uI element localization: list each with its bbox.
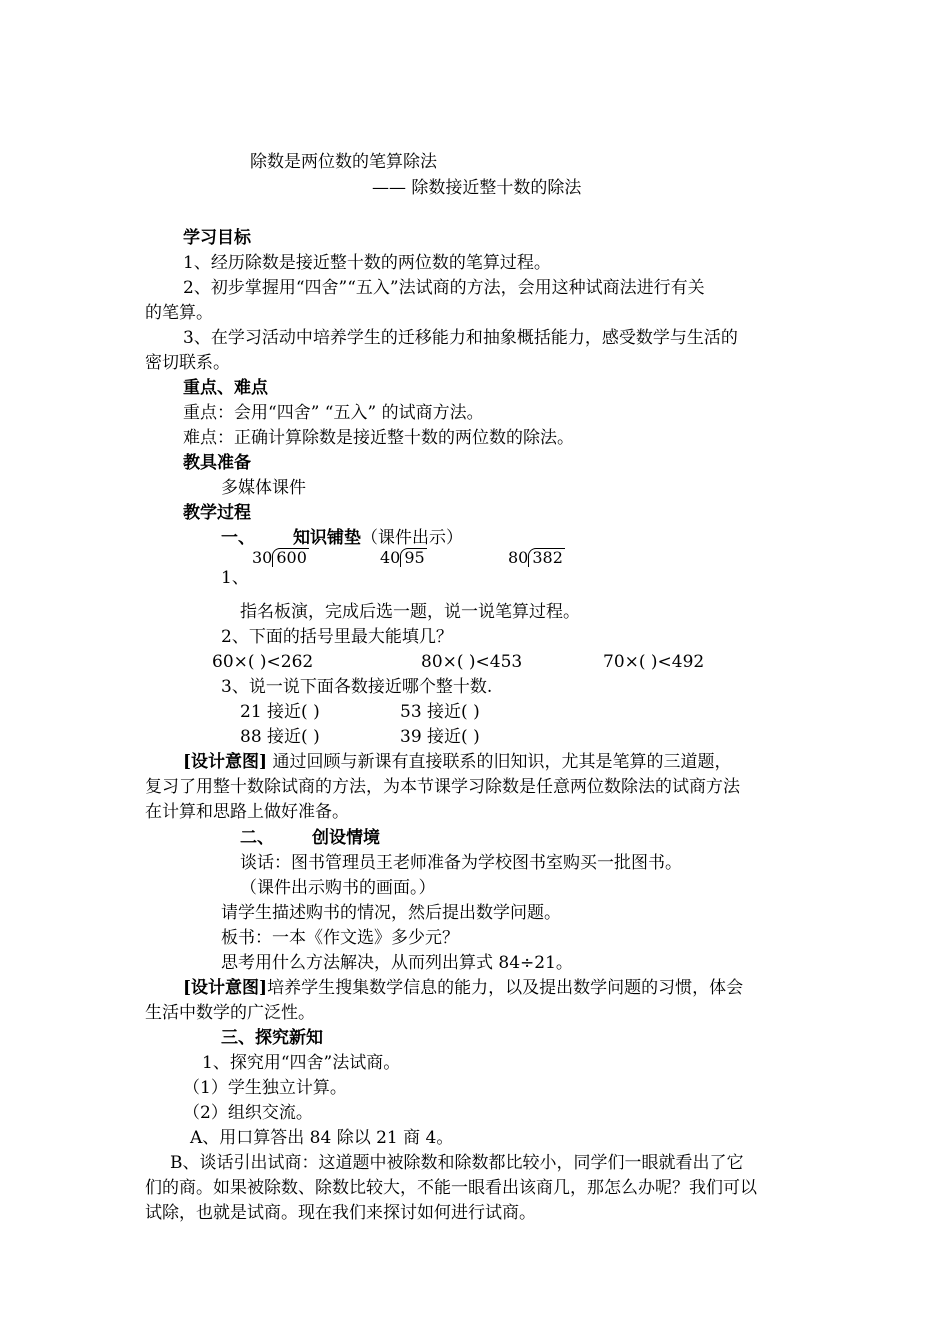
section3-heading: 三、探究新知 [221, 1028, 323, 1048]
section2-line: 请学生描述购书的情况，然后提出数学问题。 [221, 903, 561, 923]
section1-heading [221, 526, 463, 550]
q3-text: 3、说一说下面各数接近哪个整十数. [221, 677, 493, 697]
section3-line: 1、探究用“四舍”法试商。 [202, 1053, 401, 1073]
design-intent-text: 在计算和思路上做好准备。 [145, 802, 349, 822]
materials-heading: 教具准备 [183, 453, 251, 473]
q2-item: 80×( )<453 [421, 652, 523, 672]
q2-item: 60×( )<262 [212, 652, 314, 672]
dividend: 382 [528, 548, 565, 567]
dividend: 600 [272, 548, 309, 567]
q2-item: 70×( )<492 [603, 652, 705, 672]
design-intent-text: 生活中数学的广泛性。 [145, 1003, 315, 1023]
section3-line: A、用口算答出 84 除以 21 商 4。 [190, 1128, 454, 1148]
focus-point: 重点：会用“四舍” “五入” 的试商方法。 [183, 403, 484, 423]
design-intent-1 [183, 750, 732, 774]
q1-label: 1、 [221, 568, 249, 588]
process-heading: 教学过程 [183, 503, 251, 523]
document-subtitle: —— 除数接近整十数的除法 [372, 178, 582, 198]
section2-heading [240, 826, 380, 850]
section2-line: 板书：一本《作文选》多少元？ [221, 928, 459, 948]
document-title: 除数是两位数的笔算除法 [250, 152, 437, 172]
section3-line: （1）学生独立计算。 [183, 1078, 347, 1098]
section1-number: 一、 [221, 528, 255, 548]
q3-item: 53 接近( ) [400, 702, 480, 722]
section2-line: （课件出示购书的画面。） [240, 878, 436, 898]
design-intent-label: [设计意图] [183, 978, 268, 998]
design-intent-2 [183, 976, 743, 1000]
long-division [380, 548, 427, 567]
key-points-heading: 重点、难点 [183, 378, 268, 398]
long-division [508, 548, 565, 567]
divisor: 40 [380, 548, 401, 567]
materials-item: 多媒体课件 [221, 478, 306, 498]
design-intent-text: 复习了用整十数除试商的方法，为本节课学习除数是任意两位数除法的试商方法 [145, 777, 740, 797]
objectives-heading: 学习目标 [183, 228, 251, 248]
design-intent-text: 通过回顾与新课有直接联系的旧知识，尤其是笔算的三道题， [267, 752, 732, 772]
q3-item: 88 接近( ) [240, 727, 320, 747]
section1-note: （课件出示） [361, 528, 463, 548]
q3-item: 39 接近( ) [400, 727, 480, 747]
long-division [252, 548, 309, 567]
objective-line: 的笔算。 [145, 303, 213, 323]
design-intent-label: [设计意图] [183, 752, 268, 772]
section2-line: 思考用什么方法解决，从而列出算式 84÷21。 [221, 953, 573, 973]
section3-line: 试除，也就是试商。现在我们来探讨如何进行试商。 [145, 1203, 536, 1223]
objective-line: 2、初步掌握用“四舍”“五入”法试商的方法，会用这种试商法进行有关 [183, 278, 705, 298]
design-intent-text: 培养学生搜集数学信息的能力，以及提出数学问题的习惯，体会 [267, 978, 744, 998]
objective-line: 1、经历除数是接近整十数的两位数的笔算过程。 [183, 253, 551, 273]
q1-text: 指名板演，完成后选一题，说一说笔算过程。 [240, 602, 580, 622]
section2-title: 创设情境 [312, 828, 380, 848]
divisor: 80 [508, 548, 529, 567]
section3-line: B、谈话引出试商：这道题中被除数和除数都比较小，同学们一眼就看出了它 [170, 1153, 744, 1173]
q2-text: 2、下面的括号里最大能填几？ [221, 627, 453, 647]
divisor: 30 [252, 548, 273, 567]
section3-line: 们的商。如果被除数、除数比较大，不能一眼看出该商几，那怎么办呢？我们可以 [145, 1178, 757, 1198]
section3-line: （2）组织交流。 [183, 1103, 313, 1123]
section1-title: 知识铺垫 [293, 528, 361, 548]
objective-line: 3、在学习活动中培养学生的迁移能力和抽象概括能力，感受数学与生活的 [183, 328, 738, 348]
objective-line: 密切联系。 [145, 353, 230, 373]
section2-number: 二、 [240, 828, 274, 848]
section2-line: 谈话：图书管理员王老师准备为学校图书室购买一批图书。 [240, 853, 682, 873]
dividend: 95 [400, 548, 426, 567]
q3-item: 21 接近( ) [240, 702, 320, 722]
difficulty-point: 难点：正确计算除数是接近整十数的两位数的除法。 [183, 428, 574, 448]
